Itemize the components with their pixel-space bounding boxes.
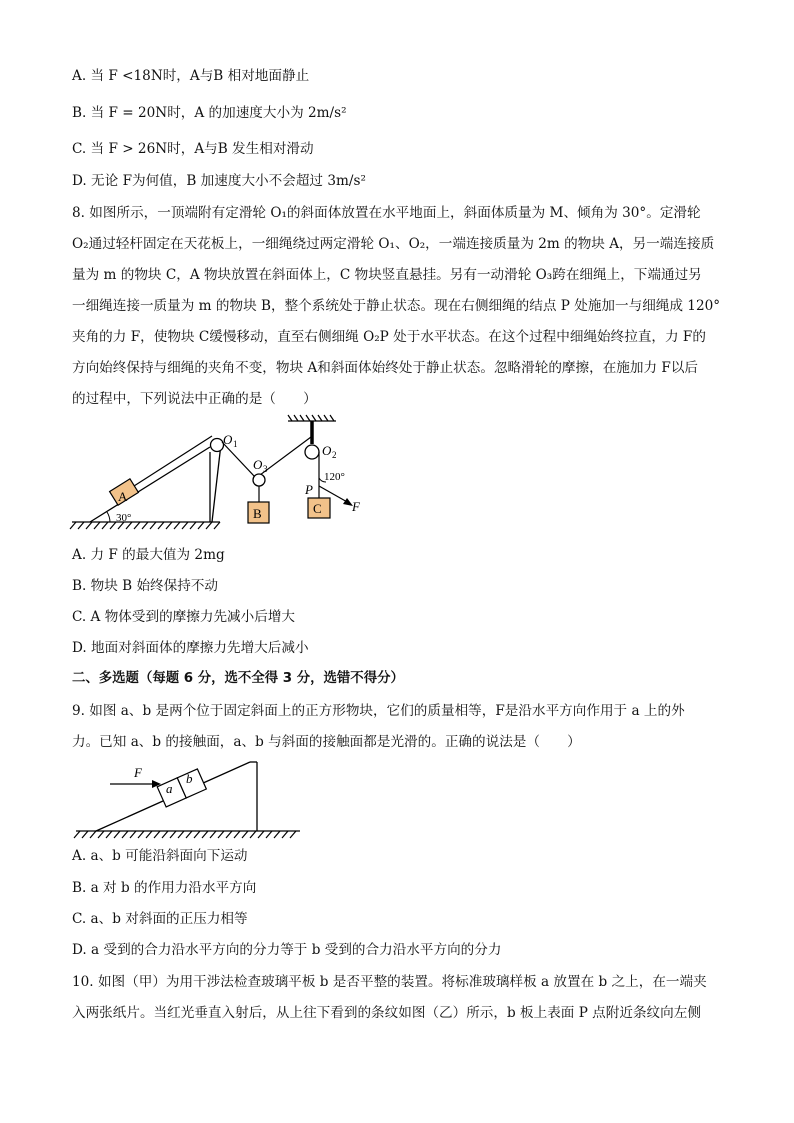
q7-option-b: B. 当 F = 20N时，A 的加速度大小为 2m/s² [72,105,347,121]
block-b-label: B [253,506,262,521]
label-p: P [305,482,313,497]
block-c-label: C [313,501,322,516]
label-o1: O [223,432,233,447]
label-o3-sub: 3 [263,464,268,474]
ground [70,522,220,529]
ground [74,831,300,838]
q10-stem-line: 10. 如图（甲）为用干涉法检查玻璃平板 b 是否平整的装置。将标准玻璃样板 a 放置在 b 之上，在一端夹 [72,974,707,990]
q9-option-d: D. a 受到的合力沿水平方向的分力等于 b 受到的合力沿水平方向的分力 [72,942,502,958]
q9-option-c: C. a、b 对斜面的正压力相等 [72,911,248,927]
pulley-o1 [211,439,224,452]
incline-wedge [90,444,221,522]
label-o2-sub: 2 [332,450,337,460]
q9-option-a: A. a、b 可能沿斜面向下运动 [72,848,248,864]
section-heading: 二、多选题（每题 6 分，选不全得 3 分，选错不得分） [72,671,404,686]
q9-stem-line: 9. 如图 a、b 是两个位于固定斜面上的正方形物块，它们的质量相等，F是沿水平方向作用于 a 上的外 [72,703,685,719]
q8-stem-line: 量为 m 的物块 C，A 物块放置在斜面体上，C 物块竖直悬挂。另有一动滑轮 O₃跨在细绳上，下端通过另 [72,267,702,283]
pulley-o3 [253,474,265,486]
block-a-label: A [118,489,128,504]
q7-option-d: D. 无论 F为何值，B 加速度大小不会超过 3m/s² [72,173,366,189]
angle-120-label: 120° [324,471,345,483]
q10-stem-line: 入两张纸片。当红光垂直入射后，从上往下看到的条纹如图（乙）所示，b 板上表面 P 点附近条纹向左侧 [72,1005,701,1021]
q9-incline-figure [72,760,304,840]
q8-stem-line: 夹角的力 F，使物块 C缓慢移动，直至右侧细绳 O₂P 处于水平状态。在这个过程中细绳始终拉直，力 F的 [72,329,706,345]
label-o3: O [253,457,263,472]
q8-stem-line: O₂通过轻杆固定在天花板上，一细绳绕过两定滑轮 O₁、O₂，一端连接质量为 2m 的物块 A，另一端连接质 [72,236,715,252]
q7-option-a: A. 当 F <18N时，A与B 相对地面静止 [72,68,310,84]
q8-option-b: B. 物块 B 始终保持不动 [72,578,219,594]
angle-30-label: 30° [116,512,132,524]
q7-option-c: C. 当 F > 26N时，A与B 发生相对滑动 [72,141,314,157]
q9-label-f: F [134,765,142,780]
pulley-o2 [305,445,319,459]
q8-pulley-figure [60,418,390,538]
q9-stem-line: 力。已知 a、b 的接触面，a、b 与斜面的接触面都是光滑的。正确的说法是（ ） [72,734,581,750]
q8-stem-line: 一细绳连接一质量为 m 的物块 B，整个系统处于静止状态。现在右侧细绳的结点 P 处施加一与细绳成 120° [72,298,721,314]
rope-a-o1 [134,436,212,486]
q8-stem-line: 的过程中，下列说法中正确的是（ ） [72,391,317,407]
q8-option-d: D. 地面对斜面体的摩擦力先增大后减小 [72,640,309,656]
label-o1-sub: 1 [233,439,238,449]
q8-stem-line: 方向始终保持与细绳的夹角不变，物块 A和斜面体始终处于静止状态。忽略滑轮的摩擦，在施加力 F以后 [72,360,699,376]
label-o2: O [322,443,332,458]
ceiling [288,415,336,421]
q9-block-b-label: b [186,771,193,786]
q9-block-a-label: a [166,781,173,796]
blocks [157,769,206,807]
q8-option-c: C. A 物体受到的摩擦力先减小后增大 [72,609,296,625]
q9-option-b: B. a 对 b 的作用力沿水平方向 [72,880,257,896]
q8-option-a: A. 力 F 的最大值为 2mg [72,547,225,563]
q8-stem-line: 8. 如图所示，一顶端附有定滑轮 O₁的斜面体放置在水平地面上，斜面体质量为 M、倾角为 30°。定滑轮 [72,205,701,221]
label-f: F [352,499,360,514]
angle-30-arc [107,512,110,522]
